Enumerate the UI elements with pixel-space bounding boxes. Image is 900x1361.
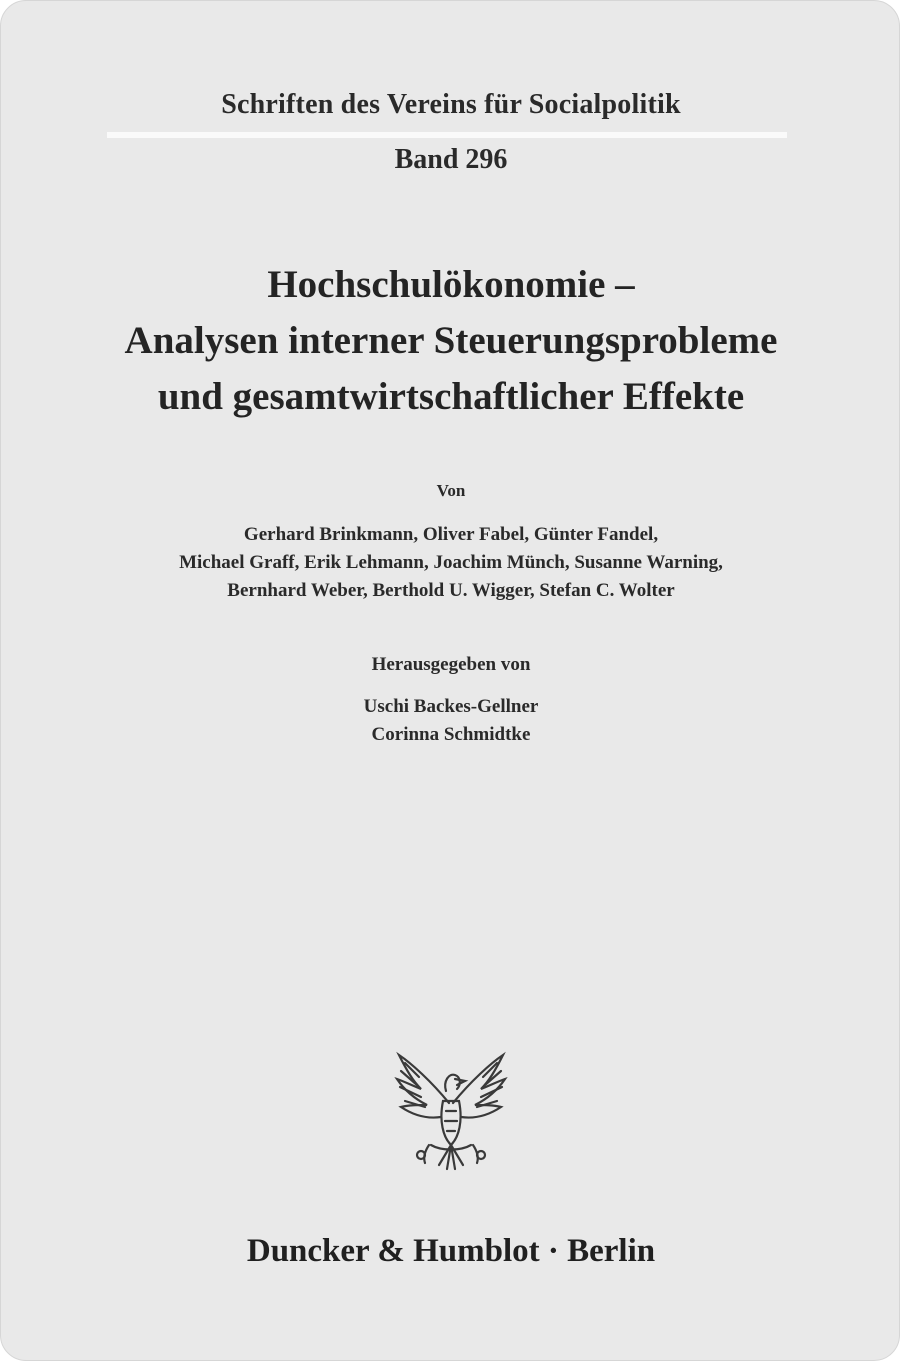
title-line: Hochschulökonomie – — [267, 263, 635, 306]
book-title — [1, 257, 900, 425]
editor-line: Uschi Backes-Gellner — [363, 696, 539, 717]
title-line: Analysen interner Steuerungsprobleme — [124, 319, 778, 362]
title-line: und gesamtwirtschaftlicher Effekte — [157, 375, 745, 418]
author-line: Michael Graff, Erik Lehmann, Joachim Münch, Susanne Warning, — [179, 552, 723, 573]
series-title: Schriften des Vereins für Socialpolitik — [221, 89, 681, 120]
volume-number: Band 296 — [394, 144, 508, 175]
series-divider — [107, 132, 787, 138]
author-line: Gerhard Brinkmann, Oliver Fabel, Günter Fandel, — [243, 524, 659, 545]
eagle-emblem-icon — [391, 1041, 511, 1181]
editor-line: Corinna Schmidtke — [371, 724, 531, 745]
publisher-imprint: Duncker & Humblot · Berlin — [246, 1233, 656, 1269]
editor-list — [1, 693, 900, 749]
author-list — [1, 521, 900, 605]
by-label: Von — [436, 481, 466, 500]
editors-label: Herausgegeben von — [371, 654, 531, 675]
author-line: Bernhard Weber, Berthold U. Wigger, Stefan C. Wolter — [227, 580, 675, 601]
